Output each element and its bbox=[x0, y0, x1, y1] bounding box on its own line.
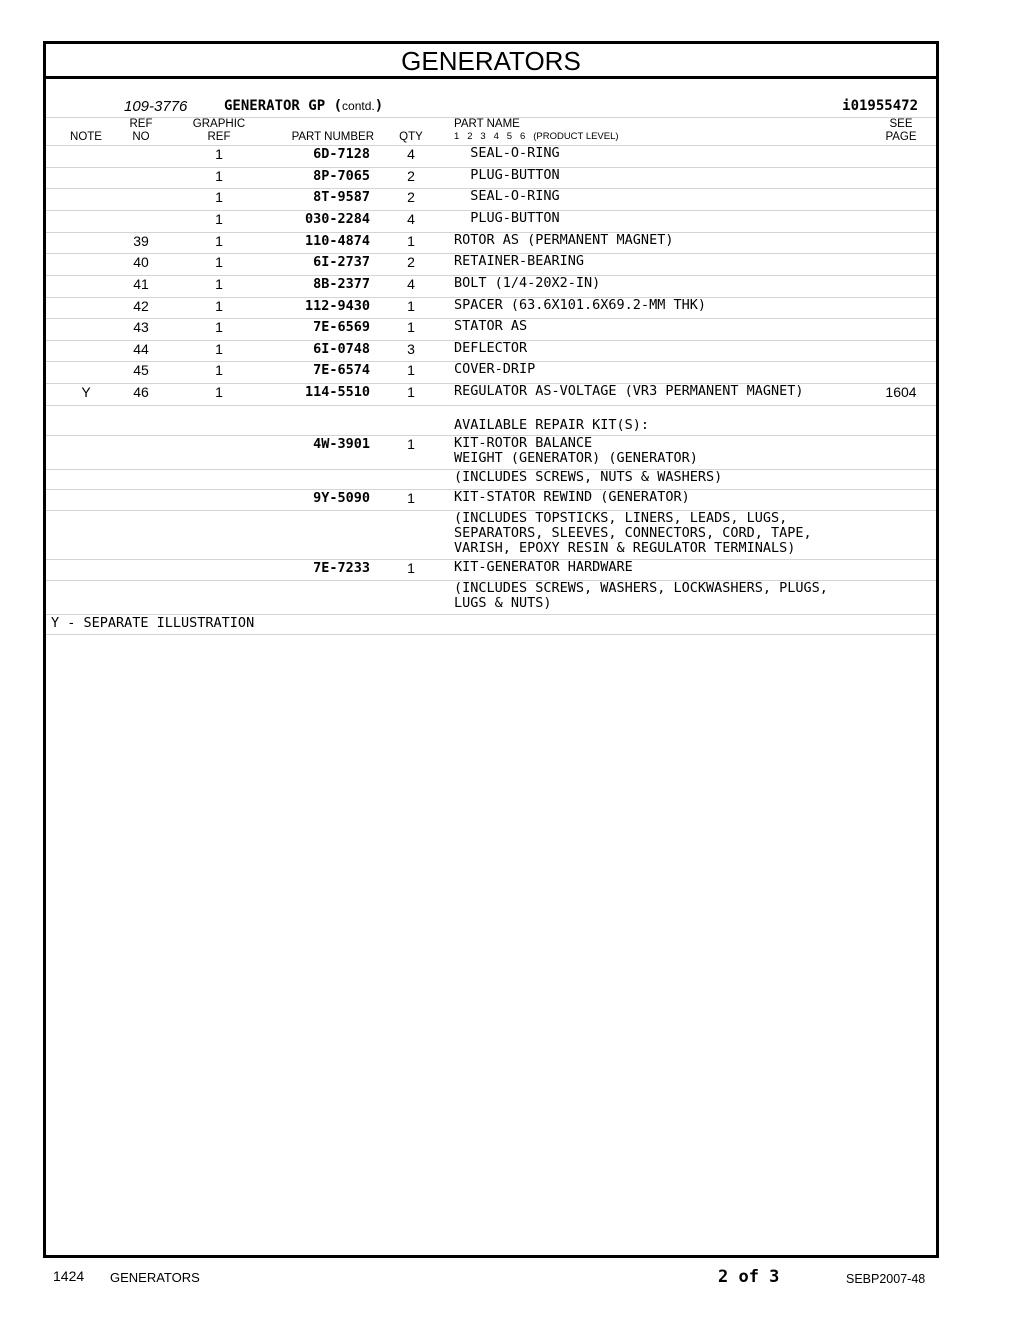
cell-part: 8B-2377 bbox=[313, 276, 370, 292]
cell-name: SEAL-O-RING bbox=[454, 145, 560, 161]
header-ref-no bbox=[121, 118, 161, 144]
cell-name: KIT-STATOR REWIND (GENERATOR) bbox=[454, 489, 690, 505]
footer-doc-id: SEBP2007-48 bbox=[846, 1272, 926, 1286]
cell-part: 6I-0748 bbox=[313, 341, 370, 357]
cell-part: 7E-7233 bbox=[313, 560, 370, 576]
cell-ref: 44 bbox=[133, 341, 149, 357]
cell-gref: 1 bbox=[215, 254, 223, 270]
cell-part: 4W-3901 bbox=[313, 436, 370, 452]
cell-qty: 2 bbox=[407, 168, 415, 184]
cell-part: 6I-2737 bbox=[313, 254, 370, 270]
cell-qty: 1 bbox=[407, 436, 415, 452]
cell-gref: 1 bbox=[215, 233, 223, 249]
cell-see: 1604 bbox=[885, 384, 917, 400]
header-graphic-ref bbox=[186, 118, 252, 144]
header-qty: QTY bbox=[399, 131, 423, 143]
cell-part: 114-5510 bbox=[304, 384, 370, 400]
header-part-number: PART NUMBER bbox=[291, 131, 374, 143]
cell-name: RETAINER-BEARING bbox=[454, 253, 585, 269]
header-part-name: PART NAME bbox=[454, 118, 520, 130]
cell-name: BOLT (1/4-20X2-IN) bbox=[454, 275, 601, 291]
cell-ref: 46 bbox=[133, 384, 149, 400]
cell-name: PLUG-BUTTON bbox=[454, 167, 560, 183]
footer-page-number: 1424 bbox=[53, 1268, 85, 1284]
cell-ref: 40 bbox=[133, 254, 149, 270]
cell-ref: 42 bbox=[133, 298, 149, 314]
group-contd: contd. bbox=[342, 99, 375, 113]
page-title: GENERATORS bbox=[46, 44, 936, 79]
page-frame bbox=[43, 41, 939, 1258]
cell-name: SPACER (63.6X101.6X69.2-MM THK) bbox=[454, 297, 706, 313]
cell-part: 7E-6574 bbox=[313, 362, 370, 378]
cell-part: 112-9430 bbox=[304, 298, 370, 314]
cell-name: STATOR AS bbox=[454, 318, 528, 334]
footer-page-of: 2 of 3 bbox=[718, 1267, 780, 1287]
cell-qty: 1 bbox=[407, 319, 415, 335]
cell-name: KIT-ROTOR BALANCE WEIGHT (GENERATOR) (GENERATOR) bbox=[454, 435, 698, 466]
cell-ref: 39 bbox=[133, 233, 149, 249]
cell-gref: 1 bbox=[215, 341, 223, 357]
legend-note: Y - SEPARATE ILLUSTRATION bbox=[51, 615, 255, 631]
cell-name: (INCLUDES SCREWS, NUTS & WASHERS) bbox=[454, 469, 723, 485]
cell-qty: 1 bbox=[407, 362, 415, 378]
header-product-level: 1 2 3 4 5 6 (PRODUCT LEVEL) bbox=[454, 131, 619, 142]
cell-qty: 1 bbox=[407, 298, 415, 314]
cell-gref: 1 bbox=[215, 146, 223, 162]
cell-gref: 1 bbox=[215, 189, 223, 205]
row-rule bbox=[46, 405, 936, 406]
group-name-text: GENERATOR GP ( bbox=[224, 98, 343, 114]
cell-qty: 4 bbox=[407, 211, 415, 227]
cell-part: 110-4874 bbox=[304, 233, 370, 249]
footer-section: GENERATORS bbox=[110, 1270, 200, 1285]
cell-part: 6D-7128 bbox=[313, 146, 370, 162]
header-graphic-ref-line1: GRAPHIC bbox=[192, 118, 246, 130]
cell-ref: 43 bbox=[133, 319, 149, 335]
legend-rule bbox=[46, 634, 936, 635]
cell-ref: 45 bbox=[133, 362, 149, 378]
group-name-close: ) bbox=[374, 98, 384, 114]
cell-qty: 2 bbox=[407, 254, 415, 270]
cell-qty: 1 bbox=[407, 233, 415, 249]
cell-gref: 1 bbox=[215, 276, 223, 292]
cell-gref: 1 bbox=[215, 319, 223, 335]
cell-name: AVAILABLE REPAIR KIT(S): bbox=[454, 417, 650, 433]
header-note: NOTE bbox=[70, 131, 102, 143]
cell-qty: 2 bbox=[407, 189, 415, 205]
illustration-id: i01955472 bbox=[842, 98, 918, 114]
cell-qty: 4 bbox=[407, 276, 415, 292]
cell-ref: 41 bbox=[133, 276, 149, 292]
cell-name: KIT-GENERATOR HARDWARE bbox=[454, 559, 633, 575]
header-ref-no-line2: NO bbox=[132, 131, 150, 143]
cell-qty: 1 bbox=[407, 560, 415, 576]
header-see-page-line2: PAGE bbox=[885, 131, 917, 143]
cell-name: DEFLECTOR bbox=[454, 340, 528, 356]
cell-part: 7E-6569 bbox=[313, 319, 370, 335]
cell-part: 030-2284 bbox=[304, 211, 370, 227]
cell-part: 8T-9587 bbox=[313, 189, 370, 205]
cell-name: SEAL-O-RING bbox=[454, 188, 560, 204]
cell-qty: 3 bbox=[407, 341, 415, 357]
header-see-page-line1: SEE bbox=[889, 118, 913, 130]
cell-name: PLUG-BUTTON bbox=[454, 210, 560, 226]
cell-gref: 1 bbox=[215, 211, 223, 227]
group-number: 109-3776 bbox=[124, 98, 188, 115]
cell-gref: 1 bbox=[215, 168, 223, 184]
header-graphic-ref-line2: REF bbox=[207, 131, 231, 143]
cell-qty: 4 bbox=[407, 146, 415, 162]
cell-gref: 1 bbox=[215, 384, 223, 400]
cell-name: (INCLUDES TOPSTICKS, LINERS, LEADS, LUGS, SEPARATORS, SLEEVES, CONNECTORS, CORD, TAPE, VARISH, EPOXY RESIN & REGULATOR TERMINALS) bbox=[454, 510, 812, 556]
cell-gref: 1 bbox=[215, 362, 223, 378]
cell-gref: 1 bbox=[215, 298, 223, 314]
group-name bbox=[224, 98, 383, 114]
cell-part: 8P-7065 bbox=[313, 168, 370, 184]
cell-part: 9Y-5090 bbox=[313, 490, 370, 506]
cell-name: ROTOR AS (PERMANENT MAGNET) bbox=[454, 232, 674, 248]
cell-note: Y bbox=[81, 384, 91, 400]
cell-qty: 1 bbox=[407, 490, 415, 506]
cell-name: (INCLUDES SCREWS, WASHERS, LOCKWASHERS, PLUGS, LUGS & NUTS) bbox=[454, 580, 828, 611]
cell-name: REGULATOR AS-VOLTAGE (VR3 PERMANENT MAGNET) bbox=[454, 383, 804, 399]
header-see-page bbox=[876, 118, 926, 144]
cell-name: COVER-DRIP bbox=[454, 361, 536, 377]
header-ref-no-line1: REF bbox=[129, 118, 153, 130]
cell-qty: 1 bbox=[407, 384, 415, 400]
